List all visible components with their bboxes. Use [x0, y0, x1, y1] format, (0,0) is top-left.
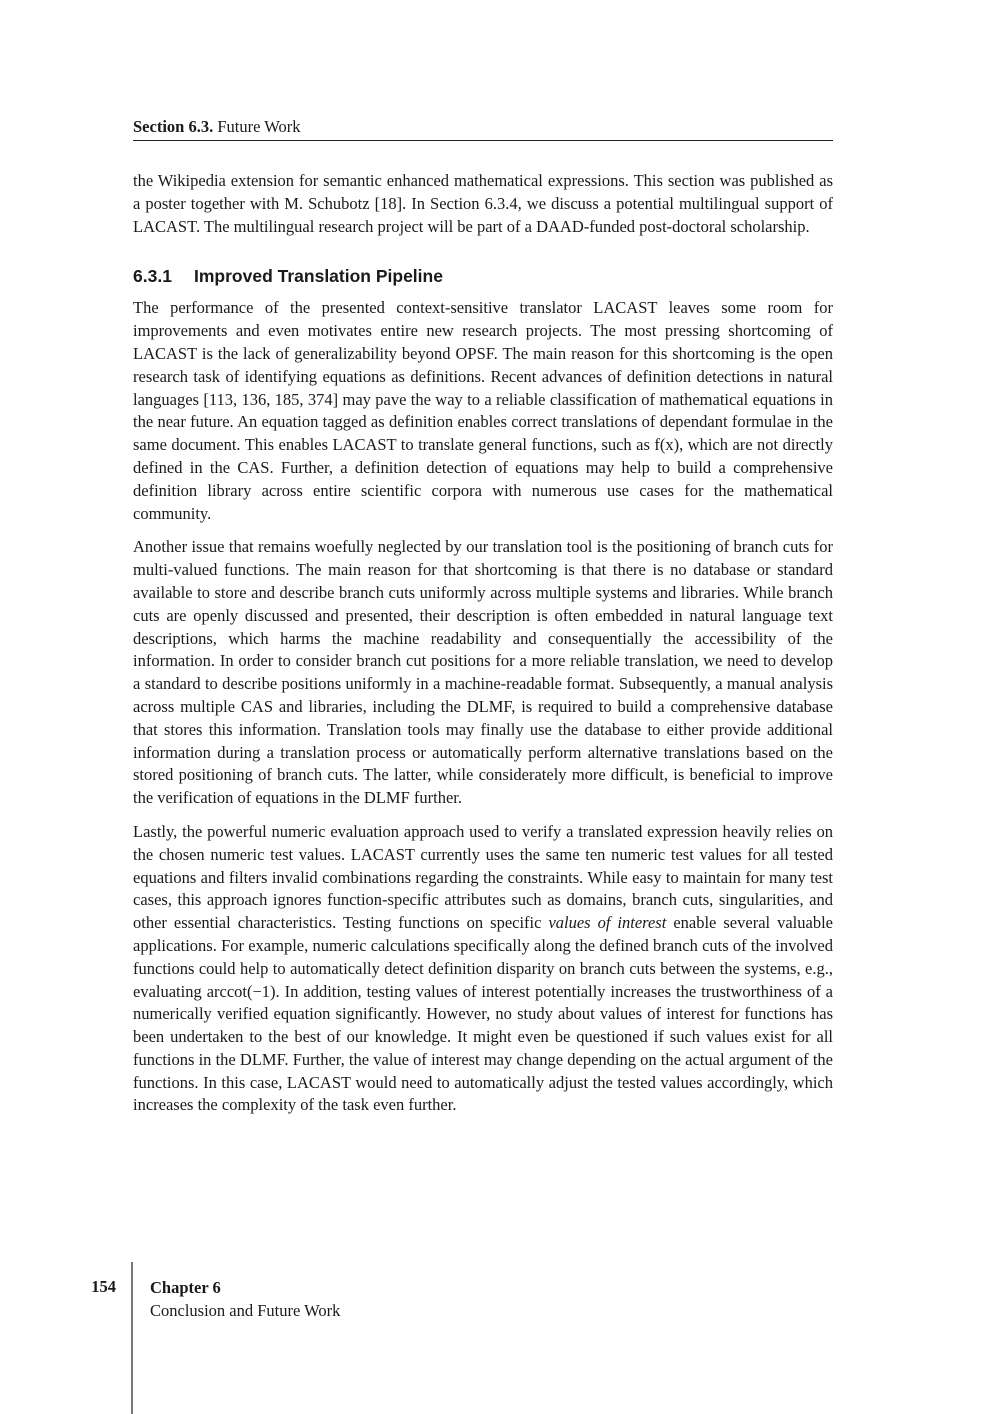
intro-paragraph: the Wikipedia extension for semantic enhanced mathematical expressions. This section was published as a poster together with M. Schubotz [18]. In Section 6.3.4, we discuss a potential multilingual support of LACAST. The multilingual research project will be part of a DAAD-funded post-doctoral scholarship.	[133, 171, 833, 236]
page-number: 154	[91, 1277, 116, 1296]
subsection-number: 6.3.1	[133, 266, 172, 287]
paragraph-text-part-2: enable several valuable applications. For example, numeric calculations specifically along the defined branch cuts of the involved functions could help to automatically detect definition disparity on branch cuts between the systems, e.g., evaluating arccot(−1). In addition, testing values of interest potentially increases the trustworthiness of a numerically verified equation significantly. However, no study about values of interest for functions has been undertaken to the best of our knowledge. It might even be questioned if such values exist for all functions in the DLMF. Further, the value of interest may change depending on the actual argument of the functions. In this case, LACAST would need to automatically adjust the tested values accordingly, which increases the complexity of the task even further.	[133, 913, 833, 1115]
paragraph-branch-cuts: Another issue that remains woefully neglected by our translation tool is the positioning of branch cuts for multi-valued functions. The main reason for that shortcoming is that there is no database or standard available to store and describe branch cuts uniformly across multiple systems and libraries. While branch cuts are openly discussed and presented, their description is often embedded in natural language text descriptions, which harms the machine readability and consequentially the accessibility of the information. In order to consider branch cut positions for a more reliable translation, we need to develop a standard to describe positions uniformly in a machine-readable format. Subsequently, a manual analysis across multiple CAS and libraries, including the DLMF, is required to build a comprehensive database that stores this information. Translation tools may finally use the database to either provide additional information during a translation process or automatically perform alternative translations based on the stored positioning of branch cuts. The latter, while considerately more difficult, is beneficial to improve the verification of equations in the DLMF further.	[133, 537, 833, 808]
emphasized-term: values of interest	[548, 913, 667, 933]
header-section-title: Future Work	[217, 117, 301, 136]
footer-vertical-rule	[131, 1262, 133, 1414]
subsection-heading	[133, 264, 833, 288]
paragraph-values-of-interest	[133, 821, 833, 1117]
page-body	[133, 170, 833, 1128]
footer-chapter-title: Conclusion and Future Work	[150, 1301, 341, 1320]
paragraph-text-part-1: Lastly, the powerful numeric evaluation approach used to verify a translated expression heavily relies on the chosen numeric test values. LACAST currently uses the same ten numeric test values for all tested equations and filters invalid combinations regarding the constraints. While easy to maintain for many test cases, this approach ignores function-specific attributes such as domains, branch cuts, singularities, and other essential characteristics. Testing functions on specific	[133, 821, 833, 933]
paragraph-definition-detection: The performance of the presented context-sensitive translator LACAST leaves some room for improvements and even motivates entire new research projects. The most pressing shortcoming of LACAST is the lack of generalizability beyond OPSF. The main reason for this shortcoming is the open research task of identifying equations as definitions. Recent advances of definition detections in natural languages [113, 136, 185, 374] may pave the way to a reliable classification of mathematical equations in the near future. An equation tagged as definition enables correct translations of dependant formulae in the same document. This enables LACAST to translate general functions, such as f(x), which are not directly defined in the CAS. Further, a definition detection of equations may help to build a comprehensive definition library across entire scientific corpora with numerous use cases for the mathematical community.	[133, 298, 833, 523]
subsection-title: Improved Translation Pipeline	[194, 266, 443, 287]
header-section-label: Section 6.3.	[133, 117, 214, 136]
running-header	[133, 116, 833, 141]
footer-chapter-block	[150, 1276, 340, 1322]
footer-chapter-label: Chapter 6	[150, 1278, 221, 1297]
